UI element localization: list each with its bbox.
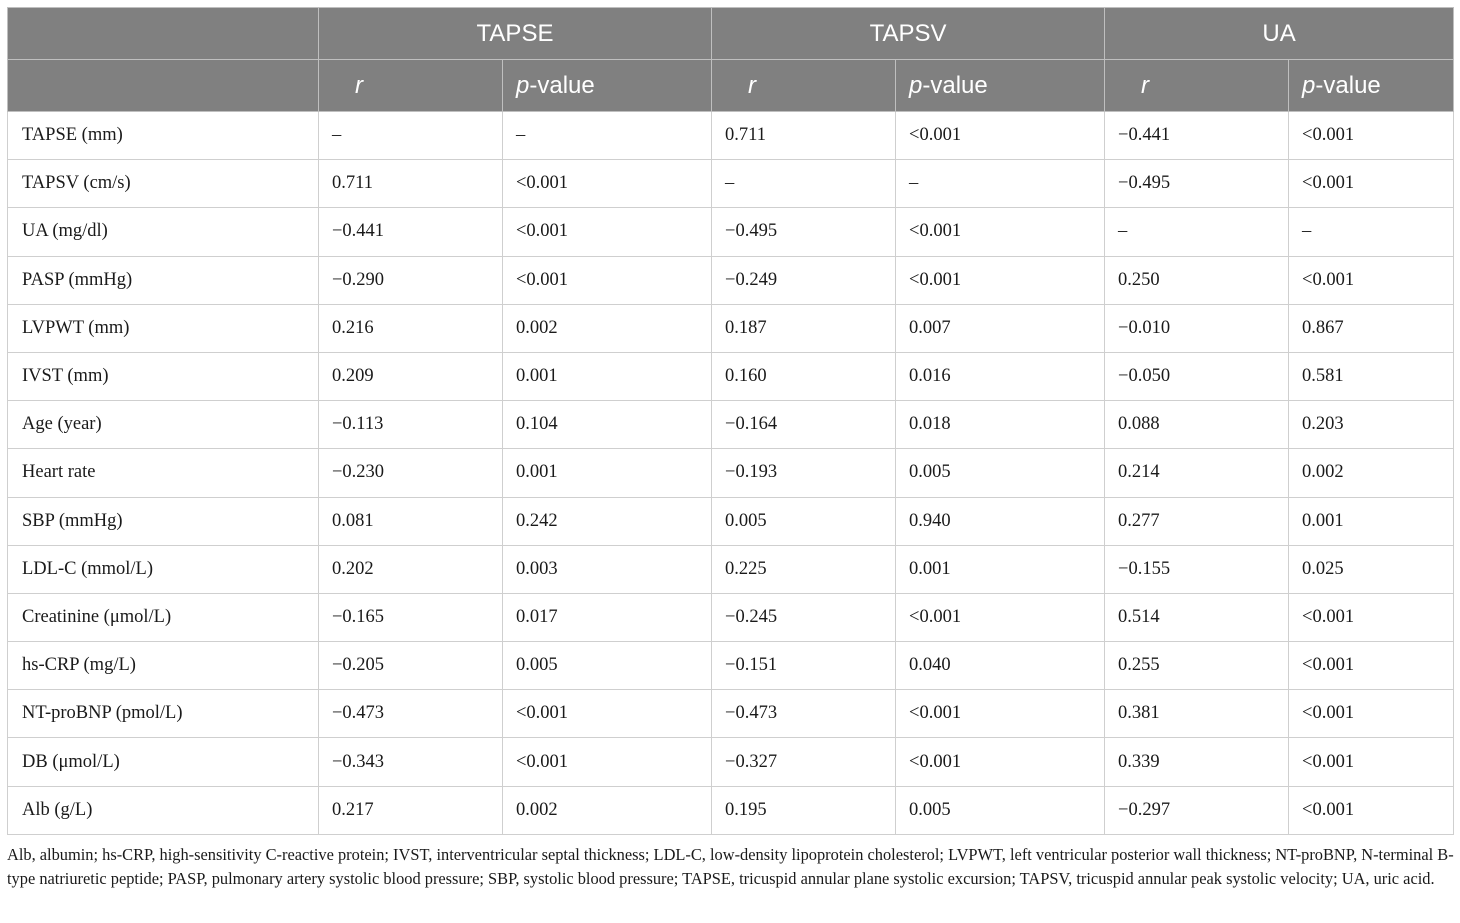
r-value-cell: 0.216 bbox=[319, 304, 503, 352]
p-value-cell: 0.040 bbox=[896, 642, 1105, 690]
header-sub-row bbox=[8, 60, 1454, 112]
header-group-tapsv: TAPSV bbox=[712, 8, 1105, 60]
p-value-cell: <0.001 bbox=[896, 112, 1105, 160]
p-value-cell: – bbox=[896, 160, 1105, 208]
p-value-cell: <0.001 bbox=[1289, 738, 1454, 786]
header-corner-cell-sub bbox=[8, 60, 319, 112]
p-value-cell: 0.581 bbox=[1289, 352, 1454, 400]
p-value-cell: <0.001 bbox=[896, 690, 1105, 738]
row-label: SBP (mmHg) bbox=[8, 497, 319, 545]
table-row bbox=[8, 208, 1454, 256]
table-row bbox=[8, 352, 1454, 400]
row-label: NT-proBNP (pmol/L) bbox=[8, 690, 319, 738]
row-label: LVPWT (mm) bbox=[8, 304, 319, 352]
p-value-cell: 0.242 bbox=[503, 497, 712, 545]
r-value-cell: −0.165 bbox=[319, 593, 503, 641]
p-value-cell: 0.001 bbox=[1289, 497, 1454, 545]
header-group-ua: UA bbox=[1105, 8, 1454, 60]
r-value-cell: 0.202 bbox=[319, 545, 503, 593]
row-label: Age (year) bbox=[8, 401, 319, 449]
p-value-cell: – bbox=[503, 112, 712, 160]
p-label: p bbox=[909, 71, 923, 99]
r-label: r bbox=[355, 71, 363, 99]
p-value-cell: <0.001 bbox=[503, 738, 712, 786]
header-group-tapse: TAPSE bbox=[319, 8, 712, 60]
p-value-cell: <0.001 bbox=[1289, 642, 1454, 690]
p-value-cell: 0.001 bbox=[503, 449, 712, 497]
r-value-cell: −0.050 bbox=[1105, 352, 1289, 400]
p-suffix: -value bbox=[922, 71, 988, 99]
r-value-cell: 0.195 bbox=[712, 786, 896, 834]
r-value-cell: 0.514 bbox=[1105, 593, 1289, 641]
p-value-cell: 0.002 bbox=[503, 304, 712, 352]
p-value-cell: 0.016 bbox=[896, 352, 1105, 400]
r-value-cell: −0.290 bbox=[319, 256, 503, 304]
p-value-cell: 0.001 bbox=[503, 352, 712, 400]
row-label: LDL-C (mmol/L) bbox=[8, 545, 319, 593]
r-value-cell: 0.711 bbox=[712, 112, 896, 160]
p-value-cell: 0.025 bbox=[1289, 545, 1454, 593]
p-value-cell: 0.002 bbox=[503, 786, 712, 834]
row-label: Heart rate bbox=[8, 449, 319, 497]
r-value-cell: −0.113 bbox=[319, 401, 503, 449]
header-group-row bbox=[8, 8, 1454, 60]
header-r-tapsv bbox=[712, 60, 896, 112]
correlation-table bbox=[7, 7, 1454, 835]
r-value-cell: −0.249 bbox=[712, 256, 896, 304]
r-label: r bbox=[1141, 71, 1150, 99]
r-value-cell: 0.214 bbox=[1105, 449, 1289, 497]
r-value-cell: 0.339 bbox=[1105, 738, 1289, 786]
p-value-cell: 0.005 bbox=[503, 642, 712, 690]
table-row bbox=[8, 738, 1454, 786]
table-header bbox=[8, 8, 1454, 112]
r-value-cell: −0.151 bbox=[712, 642, 896, 690]
table-row bbox=[8, 112, 1454, 160]
r-value-cell: −0.230 bbox=[319, 449, 503, 497]
p-value-cell: 0.867 bbox=[1289, 304, 1454, 352]
p-value-cell: 0.005 bbox=[896, 449, 1105, 497]
header-r-tapse bbox=[319, 60, 503, 112]
row-label: IVST (mm) bbox=[8, 352, 319, 400]
r-value-cell: 0.160 bbox=[712, 352, 896, 400]
r-value-cell: −0.297 bbox=[1105, 786, 1289, 834]
r-value-cell: −0.441 bbox=[319, 208, 503, 256]
r-value-cell: – bbox=[1105, 208, 1289, 256]
table-row bbox=[8, 256, 1454, 304]
r-label: r bbox=[748, 71, 757, 99]
p-value-cell: <0.001 bbox=[1289, 112, 1454, 160]
p-value-cell: 0.001 bbox=[896, 545, 1105, 593]
p-suffix: -value bbox=[529, 71, 595, 99]
p-value-cell: <0.001 bbox=[503, 208, 712, 256]
p-value-cell: <0.001 bbox=[896, 738, 1105, 786]
r-value-cell: 0.081 bbox=[319, 497, 503, 545]
r-value-cell: −0.495 bbox=[1105, 160, 1289, 208]
header-corner-cell bbox=[8, 8, 319, 60]
r-value-cell: −0.473 bbox=[712, 690, 896, 738]
row-label: UA (mg/dl) bbox=[8, 208, 319, 256]
table-row bbox=[8, 401, 1454, 449]
table-row bbox=[8, 786, 1454, 834]
p-value-cell: <0.001 bbox=[503, 256, 712, 304]
table-row bbox=[8, 690, 1454, 738]
r-value-cell: −0.193 bbox=[712, 449, 896, 497]
header-p-tapsv bbox=[896, 60, 1105, 112]
row-label: Alb (g/L) bbox=[8, 786, 319, 834]
r-value-cell: −0.245 bbox=[712, 593, 896, 641]
table-row bbox=[8, 593, 1454, 641]
p-value-cell: <0.001 bbox=[1289, 690, 1454, 738]
header-p-ua bbox=[1289, 60, 1454, 112]
r-value-cell: – bbox=[712, 160, 896, 208]
row-label: TAPSE (mm) bbox=[8, 112, 319, 160]
p-value-cell: <0.001 bbox=[1289, 786, 1454, 834]
p-value-cell: <0.001 bbox=[503, 690, 712, 738]
p-value-cell: <0.001 bbox=[503, 160, 712, 208]
table-row bbox=[8, 449, 1454, 497]
table-row bbox=[8, 642, 1454, 690]
p-value-cell: – bbox=[1289, 208, 1454, 256]
r-value-cell: 0.187 bbox=[712, 304, 896, 352]
header-p-tapse bbox=[503, 60, 712, 112]
p-value-cell: 0.940 bbox=[896, 497, 1105, 545]
r-value-cell: 0.088 bbox=[1105, 401, 1289, 449]
r-value-cell: – bbox=[319, 112, 503, 160]
r-value-cell: 0.225 bbox=[712, 545, 896, 593]
p-value-cell: <0.001 bbox=[896, 593, 1105, 641]
row-label: PASP (mmHg) bbox=[8, 256, 319, 304]
r-value-cell: 0.217 bbox=[319, 786, 503, 834]
p-value-cell: <0.001 bbox=[1289, 593, 1454, 641]
table-row bbox=[8, 160, 1454, 208]
r-value-cell: 0.277 bbox=[1105, 497, 1289, 545]
p-value-cell: 0.005 bbox=[896, 786, 1105, 834]
p-value-cell: <0.001 bbox=[896, 208, 1105, 256]
row-label: Creatinine (μmol/L) bbox=[8, 593, 319, 641]
table-row bbox=[8, 304, 1454, 352]
p-label: p bbox=[1302, 71, 1316, 99]
row-label: hs-CRP (mg/L) bbox=[8, 642, 319, 690]
p-value-cell: 0.017 bbox=[503, 593, 712, 641]
table-row bbox=[8, 497, 1454, 545]
p-value-cell: 0.203 bbox=[1289, 401, 1454, 449]
r-value-cell: −0.010 bbox=[1105, 304, 1289, 352]
p-suffix: -value bbox=[1315, 71, 1381, 99]
r-value-cell: 0.381 bbox=[1105, 690, 1289, 738]
r-value-cell: −0.205 bbox=[319, 642, 503, 690]
r-value-cell: −0.343 bbox=[319, 738, 503, 786]
r-value-cell: −0.441 bbox=[1105, 112, 1289, 160]
r-value-cell: 0.711 bbox=[319, 160, 503, 208]
r-value-cell: −0.327 bbox=[712, 738, 896, 786]
table-row bbox=[8, 545, 1454, 593]
p-value-cell: 0.104 bbox=[503, 401, 712, 449]
r-value-cell: −0.155 bbox=[1105, 545, 1289, 593]
r-value-cell: 0.209 bbox=[319, 352, 503, 400]
p-value-cell: <0.001 bbox=[896, 256, 1105, 304]
p-value-cell: 0.007 bbox=[896, 304, 1105, 352]
r-value-cell: −0.164 bbox=[712, 401, 896, 449]
row-label: DB (μmol/L) bbox=[8, 738, 319, 786]
p-value-cell: 0.018 bbox=[896, 401, 1105, 449]
p-value-cell: 0.002 bbox=[1289, 449, 1454, 497]
p-value-cell: <0.001 bbox=[1289, 256, 1454, 304]
r-value-cell: 0.250 bbox=[1105, 256, 1289, 304]
p-value-cell: <0.001 bbox=[1289, 160, 1454, 208]
table-footnote: Alb, albumin; hs-CRP, high-sensitivity C-reactive protein; IVST, interventricular septal thickness; LDL-C, low-density lipoprotein cholesterol; LVPWT, left ventricular posterior wall thickness; NT-proBNP, N-terminal B-type natriuretic peptide; PASP, pulmonary artery systolic blood pressure; SBP, systolic blood pressure; TAPSE, tricuspid annular plane systolic excursion; TAPSV, tricuspid annular peak systolic velocity; UA, uric acid. bbox=[7, 845, 1454, 888]
p-label: p bbox=[516, 71, 530, 99]
r-value-cell: 0.005 bbox=[712, 497, 896, 545]
header-r-ua bbox=[1105, 60, 1289, 112]
p-value-cell: 0.003 bbox=[503, 545, 712, 593]
table-body bbox=[8, 112, 1454, 835]
r-value-cell: −0.473 bbox=[319, 690, 503, 738]
r-value-cell: −0.495 bbox=[712, 208, 896, 256]
correlation-table-container bbox=[7, 7, 1453, 835]
r-value-cell: 0.255 bbox=[1105, 642, 1289, 690]
row-label: TAPSV (cm/s) bbox=[8, 160, 319, 208]
